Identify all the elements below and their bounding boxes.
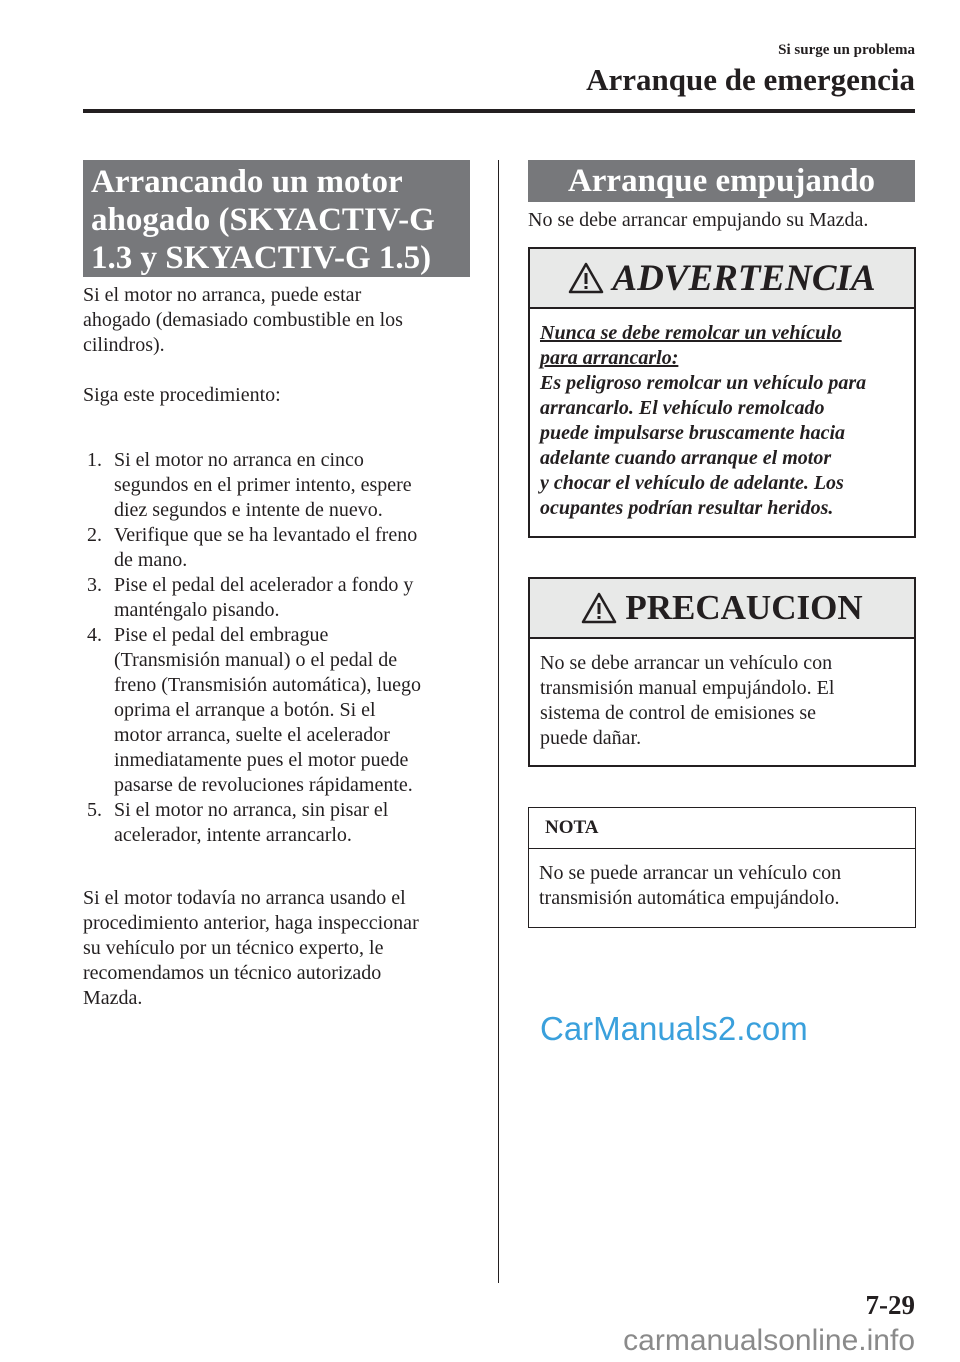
- page-number: 7-29: [865, 1290, 915, 1320]
- text-line: Si el motor no arranca, sin pisar el: [114, 799, 389, 821]
- right-intro: [528, 208, 868, 233]
- warning-header: [530, 249, 914, 309]
- text-line: No se puede arrancar un vehículo con: [539, 862, 842, 884]
- list-item: [83, 623, 421, 798]
- text-line: su vehículo por un técnico experto, le: [83, 937, 384, 959]
- heading-line: ahogado (SKYACTIV-G: [91, 202, 435, 238]
- text-line: diez segundos e intente de nuevo.: [114, 499, 383, 521]
- procedure-label: [83, 383, 281, 408]
- text-line: arrancarlo. El vehículo remolcado: [540, 397, 825, 419]
- caution-box: [528, 577, 916, 767]
- text-line: segundos en el primer intento, espere: [114, 474, 412, 496]
- text-line: manténgalo pisando.: [114, 599, 280, 621]
- text-line: puede impulsarse bruscamente hacia: [540, 422, 846, 444]
- text-line: Es peligroso remolcar un vehículo para: [540, 372, 867, 394]
- caution-header: [530, 579, 914, 639]
- text-line: Pise el pedal del embrague: [114, 624, 329, 646]
- text-line: procedimiento anterior, haga inspeccionar: [83, 912, 419, 934]
- text-line: acelerador, intente arrancarlo.: [114, 824, 352, 846]
- heading-line: 1.3 y SKYACTIV-G 1.5): [91, 240, 432, 276]
- note-header: NOTA: [529, 808, 915, 849]
- warning-triangle-icon: [581, 592, 617, 624]
- step-number: 3.: [87, 574, 102, 596]
- text-line: Si el motor todavía no arranca usando el: [83, 887, 406, 909]
- right-heading: Arranque empujando: [528, 160, 915, 202]
- caution-body: [530, 639, 914, 751]
- text-line: puede dañar.: [540, 727, 642, 749]
- text-line: No se debe arrancar un vehículo con: [540, 652, 833, 674]
- text-line: inmediatamente pues el motor puede: [114, 749, 409, 771]
- heading-line: Arrancando un motor: [91, 164, 403, 200]
- text-line: freno (Transmisión automática), luego: [114, 674, 421, 696]
- text-line: Verifique que se ha levantado el freno: [114, 524, 418, 546]
- text-line: transmisión manual empujándolo. El: [540, 677, 835, 699]
- section-title: Si surge un problema: [778, 42, 915, 58]
- text-line: No se debe arrancar empujando su Mazda.: [528, 209, 869, 231]
- step-number: 4.: [87, 624, 102, 646]
- text-line: transmisión automática empujándolo.: [539, 887, 840, 909]
- text-line: Si el motor no arranca en cinco: [114, 449, 364, 471]
- text-line: Pise el pedal del acelerador a fondo y: [114, 574, 414, 596]
- text-line: recomendamos un técnico autorizado: [83, 962, 382, 984]
- column-divider: [498, 160, 499, 1283]
- text-line: para arrancarlo:: [540, 347, 679, 369]
- chapter-title: Arranque de emergencia: [586, 62, 915, 97]
- text-line: ahogado (demasiado combustible en los: [83, 309, 403, 331]
- warning-title: ADVERTENCIA: [612, 257, 876, 299]
- step-number: 1.: [87, 449, 102, 471]
- text-line: de mano.: [114, 549, 188, 571]
- intro-paragraph: [83, 283, 403, 358]
- list-item: [83, 798, 421, 848]
- warning-body: [530, 309, 914, 521]
- text-line: ocupantes podrían resultar heridos.: [540, 497, 834, 519]
- header-rule: [83, 109, 915, 113]
- text-line: adelante cuando arranque el motor: [540, 447, 832, 469]
- watermark: CarManuals2.com: [540, 1010, 808, 1047]
- text-line: motor arranca, suelte el acelerador: [114, 724, 390, 746]
- left-heading: [83, 160, 470, 277]
- text-line: y chocar el vehículo de adelante. Los: [540, 472, 844, 494]
- caution-title: PRECAUCION: [625, 588, 863, 627]
- text-line: Mazda.: [83, 987, 143, 1009]
- list-item: [83, 573, 421, 623]
- footer-watermark: carmanualsonline.info: [623, 1324, 915, 1357]
- text-line: oprima el arranque a botón. Si el: [114, 699, 376, 721]
- note-box: [528, 807, 916, 928]
- text-line: cilindros).: [83, 334, 165, 356]
- closing-paragraph: [83, 886, 419, 1011]
- text-line: Nunca se debe remolcar un vehículo: [540, 322, 842, 344]
- text-line: (Transmisión manual) o el pedal de: [114, 649, 398, 671]
- text-line: sistema de control de emisiones se: [540, 702, 817, 724]
- list-item: [83, 448, 421, 523]
- step-number: 5.: [87, 799, 102, 821]
- warning-triangle-icon: [568, 262, 604, 294]
- note-body: [529, 849, 915, 911]
- text-line: Siga este procedimiento:: [83, 384, 281, 406]
- step-number: 2.: [87, 524, 102, 546]
- text-line: pasarse de revoluciones rápidamente.: [114, 774, 413, 796]
- procedure-steps: [83, 448, 421, 848]
- warning-box: [528, 247, 916, 538]
- list-item: [83, 523, 421, 573]
- text-line: Si el motor no arranca, puede estar: [83, 284, 362, 306]
